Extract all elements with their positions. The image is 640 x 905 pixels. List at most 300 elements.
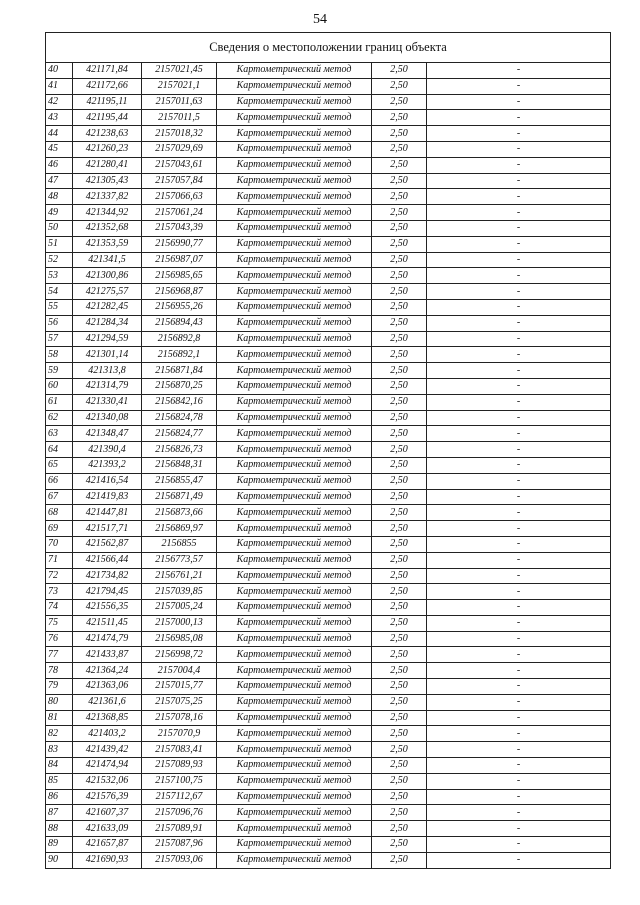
- point-number-cell: 67: [46, 489, 73, 505]
- table-row: [46, 331, 611, 347]
- note-cell: -: [427, 615, 611, 631]
- y-coordinate-cell: 2156871,84: [142, 363, 217, 379]
- point-number-cell: 53: [46, 268, 73, 284]
- x-coordinate-cell: 421474,79: [73, 631, 142, 647]
- accuracy-cell: 2,50: [372, 189, 427, 205]
- point-number-cell: 65: [46, 457, 73, 473]
- note-cell: -: [427, 505, 611, 521]
- table-row: [46, 426, 611, 442]
- note-cell: -: [427, 805, 611, 821]
- accuracy-cell: 2,50: [372, 157, 427, 173]
- point-number-cell: 85: [46, 773, 73, 789]
- y-coordinate-cell: 2157100,75: [142, 773, 217, 789]
- note-cell: -: [427, 852, 611, 868]
- point-number-cell: 62: [46, 410, 73, 426]
- table-row: [46, 110, 611, 126]
- point-number-cell: 70: [46, 536, 73, 552]
- accuracy-cell: 2,50: [372, 726, 427, 742]
- method-cell: Картометрический метод: [217, 299, 372, 315]
- y-coordinate-cell: 2157029,69: [142, 141, 217, 157]
- note-cell: -: [427, 284, 611, 300]
- note-cell: -: [427, 679, 611, 695]
- point-number-cell: 75: [46, 615, 73, 631]
- accuracy-cell: 2,50: [372, 331, 427, 347]
- method-cell: Картометрический метод: [217, 363, 372, 379]
- method-cell: Картометрический метод: [217, 710, 372, 726]
- method-cell: Картометрический метод: [217, 694, 372, 710]
- table-row: [46, 94, 611, 110]
- method-cell: Картометрический метод: [217, 378, 372, 394]
- table-row: [46, 363, 611, 379]
- point-number-cell: 84: [46, 758, 73, 774]
- x-coordinate-cell: 421439,42: [73, 742, 142, 758]
- accuracy-cell: 2,50: [372, 268, 427, 284]
- x-coordinate-cell: 421172,66: [73, 78, 142, 94]
- note-cell: -: [427, 378, 611, 394]
- accuracy-cell: 2,50: [372, 94, 427, 110]
- method-cell: Картометрический метод: [217, 268, 372, 284]
- accuracy-cell: 2,50: [372, 63, 427, 79]
- y-coordinate-cell: 2157078,16: [142, 710, 217, 726]
- table-row: [46, 521, 611, 537]
- table-row: [46, 252, 611, 268]
- note-cell: -: [427, 157, 611, 173]
- accuracy-cell: 2,50: [372, 126, 427, 142]
- method-cell: Картометрический метод: [217, 837, 372, 853]
- point-number-cell: 73: [46, 584, 73, 600]
- note-cell: -: [427, 426, 611, 442]
- x-coordinate-cell: 421556,35: [73, 600, 142, 616]
- method-cell: Картометрический метод: [217, 78, 372, 94]
- x-coordinate-cell: 421361,6: [73, 694, 142, 710]
- point-number-cell: 90: [46, 852, 73, 868]
- x-coordinate-cell: 421282,45: [73, 299, 142, 315]
- table-row: [46, 647, 611, 663]
- table-row: [46, 126, 611, 142]
- point-number-cell: 54: [46, 284, 73, 300]
- y-coordinate-cell: 2156869,97: [142, 521, 217, 537]
- y-coordinate-cell: 2156985,65: [142, 268, 217, 284]
- accuracy-cell: 2,50: [372, 205, 427, 221]
- table-row: [46, 473, 611, 489]
- y-coordinate-cell: 2157000,13: [142, 615, 217, 631]
- y-coordinate-cell: 2157075,25: [142, 694, 217, 710]
- note-cell: -: [427, 141, 611, 157]
- y-coordinate-cell: 2157087,96: [142, 837, 217, 853]
- table-row: [46, 268, 611, 284]
- accuracy-cell: 2,50: [372, 78, 427, 94]
- accuracy-cell: 2,50: [372, 694, 427, 710]
- method-cell: Картометрический метод: [217, 552, 372, 568]
- accuracy-cell: 2,50: [372, 663, 427, 679]
- y-coordinate-cell: 2157043,61: [142, 157, 217, 173]
- x-coordinate-cell: 421607,37: [73, 805, 142, 821]
- accuracy-cell: 2,50: [372, 426, 427, 442]
- point-number-cell: 88: [46, 821, 73, 837]
- method-cell: Картометрический метод: [217, 789, 372, 805]
- y-coordinate-cell: 2157021,45: [142, 63, 217, 79]
- x-coordinate-cell: 421734,82: [73, 568, 142, 584]
- accuracy-cell: 2,50: [372, 837, 427, 853]
- table-row: [46, 552, 611, 568]
- table-row: [46, 837, 611, 853]
- point-number-cell: 76: [46, 631, 73, 647]
- method-cell: Картометрический метод: [217, 505, 372, 521]
- table-row: [46, 141, 611, 157]
- table-row: [46, 821, 611, 837]
- method-cell: Картометрический метод: [217, 220, 372, 236]
- note-cell: -: [427, 773, 611, 789]
- y-coordinate-cell: 2157004,4: [142, 663, 217, 679]
- point-number-cell: 42: [46, 94, 73, 110]
- x-coordinate-cell: 421368,85: [73, 710, 142, 726]
- point-number-cell: 74: [46, 600, 73, 616]
- table-row: [46, 758, 611, 774]
- y-coordinate-cell: 2156892,1: [142, 347, 217, 363]
- point-number-cell: 77: [46, 647, 73, 663]
- method-cell: Картометрический метод: [217, 410, 372, 426]
- x-coordinate-cell: 421171,84: [73, 63, 142, 79]
- method-cell: Картометрический метод: [217, 426, 372, 442]
- x-coordinate-cell: 421195,44: [73, 110, 142, 126]
- note-cell: -: [427, 726, 611, 742]
- note-cell: -: [427, 758, 611, 774]
- point-number-cell: 40: [46, 63, 73, 79]
- table-row: [46, 173, 611, 189]
- method-cell: Картометрический метод: [217, 126, 372, 142]
- point-number-cell: 44: [46, 126, 73, 142]
- x-coordinate-cell: 421348,47: [73, 426, 142, 442]
- method-cell: Картометрический метод: [217, 758, 372, 774]
- method-cell: Картометрический метод: [217, 568, 372, 584]
- table-row: [46, 78, 611, 94]
- point-number-cell: 69: [46, 521, 73, 537]
- method-cell: Картометрический метод: [217, 852, 372, 868]
- x-coordinate-cell: 421313,8: [73, 363, 142, 379]
- y-coordinate-cell: 2156761,21: [142, 568, 217, 584]
- method-cell: Картометрический метод: [217, 473, 372, 489]
- note-cell: -: [427, 220, 611, 236]
- point-number-cell: 68: [46, 505, 73, 521]
- accuracy-cell: 2,50: [372, 442, 427, 458]
- note-cell: -: [427, 457, 611, 473]
- table-row: [46, 236, 611, 252]
- note-cell: -: [427, 742, 611, 758]
- accuracy-cell: 2,50: [372, 473, 427, 489]
- coordinates-table: [45, 62, 611, 869]
- accuracy-cell: 2,50: [372, 552, 427, 568]
- table-row: [46, 694, 611, 710]
- accuracy-cell: 2,50: [372, 615, 427, 631]
- y-coordinate-cell: 2156824,78: [142, 410, 217, 426]
- table-row: [46, 789, 611, 805]
- method-cell: Картометрический метод: [217, 821, 372, 837]
- table-row: [46, 726, 611, 742]
- table-row: [46, 442, 611, 458]
- point-number-cell: 49: [46, 205, 73, 221]
- y-coordinate-cell: 2157011,63: [142, 94, 217, 110]
- table-row: [46, 805, 611, 821]
- point-number-cell: 50: [46, 220, 73, 236]
- accuracy-cell: 2,50: [372, 600, 427, 616]
- table-row: [46, 63, 611, 79]
- table-row: [46, 663, 611, 679]
- accuracy-cell: 2,50: [372, 236, 427, 252]
- y-coordinate-cell: 2157112,67: [142, 789, 217, 805]
- method-cell: Картометрический метод: [217, 141, 372, 157]
- table-row: [46, 299, 611, 315]
- accuracy-cell: 2,50: [372, 821, 427, 837]
- point-number-cell: 43: [46, 110, 73, 126]
- note-cell: -: [427, 600, 611, 616]
- accuracy-cell: 2,50: [372, 363, 427, 379]
- x-coordinate-cell: 421301,14: [73, 347, 142, 363]
- point-number-cell: 61: [46, 394, 73, 410]
- table-row: [46, 600, 611, 616]
- method-cell: Картометрический метод: [217, 315, 372, 331]
- table-row: [46, 205, 611, 221]
- y-coordinate-cell: 2157015,77: [142, 679, 217, 695]
- table-row: [46, 631, 611, 647]
- x-coordinate-cell: 421364,24: [73, 663, 142, 679]
- accuracy-cell: 2,50: [372, 505, 427, 521]
- y-coordinate-cell: 2156894,43: [142, 315, 217, 331]
- note-cell: -: [427, 631, 611, 647]
- point-number-cell: 51: [46, 236, 73, 252]
- x-coordinate-cell: 421330,41: [73, 394, 142, 410]
- x-coordinate-cell: 421393,2: [73, 457, 142, 473]
- note-cell: -: [427, 78, 611, 94]
- y-coordinate-cell: 2156955,26: [142, 299, 217, 315]
- table-row: [46, 773, 611, 789]
- note-cell: -: [427, 821, 611, 837]
- x-coordinate-cell: 421532,06: [73, 773, 142, 789]
- point-number-cell: 63: [46, 426, 73, 442]
- table-row: [46, 505, 611, 521]
- method-cell: Картометрический метод: [217, 805, 372, 821]
- accuracy-cell: 2,50: [372, 521, 427, 537]
- coordinates-table-body: [46, 63, 611, 869]
- method-cell: Картометрический метод: [217, 205, 372, 221]
- table-row: [46, 157, 611, 173]
- point-number-cell: 64: [46, 442, 73, 458]
- point-number-cell: 57: [46, 331, 73, 347]
- x-coordinate-cell: 421416,54: [73, 473, 142, 489]
- point-number-cell: 48: [46, 189, 73, 205]
- accuracy-cell: 2,50: [372, 805, 427, 821]
- x-coordinate-cell: 421419,83: [73, 489, 142, 505]
- method-cell: Картометрический метод: [217, 63, 372, 79]
- accuracy-cell: 2,50: [372, 394, 427, 410]
- point-number-cell: 46: [46, 157, 73, 173]
- point-number-cell: 55: [46, 299, 73, 315]
- point-number-cell: 60: [46, 378, 73, 394]
- note-cell: -: [427, 410, 611, 426]
- point-number-cell: 72: [46, 568, 73, 584]
- note-cell: -: [427, 489, 611, 505]
- x-coordinate-cell: 421340,08: [73, 410, 142, 426]
- method-cell: Картометрический метод: [217, 331, 372, 347]
- method-cell: Картометрический метод: [217, 521, 372, 537]
- x-coordinate-cell: 421517,71: [73, 521, 142, 537]
- y-coordinate-cell: 2156987,07: [142, 252, 217, 268]
- x-coordinate-cell: 421390,4: [73, 442, 142, 458]
- table-row: [46, 284, 611, 300]
- y-coordinate-cell: 2157083,41: [142, 742, 217, 758]
- accuracy-cell: 2,50: [372, 220, 427, 236]
- x-coordinate-cell: 421352,68: [73, 220, 142, 236]
- y-coordinate-cell: 2157011,5: [142, 110, 217, 126]
- x-coordinate-cell: 421305,43: [73, 173, 142, 189]
- accuracy-cell: 2,50: [372, 457, 427, 473]
- note-cell: -: [427, 442, 611, 458]
- table-row: [46, 852, 611, 868]
- note-cell: -: [427, 837, 611, 853]
- method-cell: Картометрический метод: [217, 394, 372, 410]
- table-row: [46, 394, 611, 410]
- method-cell: Картометрический метод: [217, 157, 372, 173]
- note-cell: -: [427, 552, 611, 568]
- accuracy-cell: 2,50: [372, 284, 427, 300]
- point-number-cell: 83: [46, 742, 73, 758]
- method-cell: Картометрический метод: [217, 347, 372, 363]
- x-coordinate-cell: 421562,87: [73, 536, 142, 552]
- point-number-cell: 82: [46, 726, 73, 742]
- y-coordinate-cell: 2156892,8: [142, 331, 217, 347]
- x-coordinate-cell: 421511,45: [73, 615, 142, 631]
- accuracy-cell: 2,50: [372, 110, 427, 126]
- accuracy-cell: 2,50: [372, 315, 427, 331]
- method-cell: Картометрический метод: [217, 726, 372, 742]
- point-number-cell: 58: [46, 347, 73, 363]
- method-cell: Картометрический метод: [217, 647, 372, 663]
- note-cell: -: [427, 347, 611, 363]
- y-coordinate-cell: 2156968,87: [142, 284, 217, 300]
- point-number-cell: 52: [46, 252, 73, 268]
- method-cell: Картометрический метод: [217, 679, 372, 695]
- table-row: [46, 189, 611, 205]
- x-coordinate-cell: 421294,59: [73, 331, 142, 347]
- table-row: [46, 347, 611, 363]
- accuracy-cell: 2,50: [372, 141, 427, 157]
- x-coordinate-cell: 421260,23: [73, 141, 142, 157]
- point-number-cell: 86: [46, 789, 73, 805]
- accuracy-cell: 2,50: [372, 252, 427, 268]
- x-coordinate-cell: 421280,41: [73, 157, 142, 173]
- note-cell: -: [427, 789, 611, 805]
- method-cell: Картометрический метод: [217, 773, 372, 789]
- x-coordinate-cell: 421284,34: [73, 315, 142, 331]
- note-cell: -: [427, 568, 611, 584]
- note-cell: -: [427, 521, 611, 537]
- note-cell: -: [427, 252, 611, 268]
- method-cell: Картометрический метод: [217, 236, 372, 252]
- note-cell: -: [427, 126, 611, 142]
- note-cell: -: [427, 394, 611, 410]
- y-coordinate-cell: 2156985,08: [142, 631, 217, 647]
- point-number-cell: 71: [46, 552, 73, 568]
- method-cell: Картометрический метод: [217, 110, 372, 126]
- x-coordinate-cell: 421474,94: [73, 758, 142, 774]
- y-coordinate-cell: 2157089,91: [142, 821, 217, 837]
- method-cell: Картометрический метод: [217, 94, 372, 110]
- note-cell: -: [427, 268, 611, 284]
- page-number: 54: [313, 12, 327, 27]
- point-number-cell: 47: [46, 173, 73, 189]
- point-number-cell: 56: [46, 315, 73, 331]
- y-coordinate-cell: 2157061,24: [142, 205, 217, 221]
- x-coordinate-cell: 421337,82: [73, 189, 142, 205]
- table-row: [46, 584, 611, 600]
- y-coordinate-cell: 2156855: [142, 536, 217, 552]
- point-number-cell: 45: [46, 141, 73, 157]
- note-cell: -: [427, 315, 611, 331]
- x-coordinate-cell: 421344,92: [73, 205, 142, 221]
- table-row: [46, 710, 611, 726]
- table-row: [46, 536, 611, 552]
- y-coordinate-cell: 2157089,93: [142, 758, 217, 774]
- note-cell: -: [427, 94, 611, 110]
- note-cell: -: [427, 663, 611, 679]
- table-row: [46, 742, 611, 758]
- method-cell: Картометрический метод: [217, 284, 372, 300]
- note-cell: -: [427, 110, 611, 126]
- x-coordinate-cell: 421403,2: [73, 726, 142, 742]
- x-coordinate-cell: 421657,87: [73, 837, 142, 853]
- y-coordinate-cell: 2157039,85: [142, 584, 217, 600]
- y-coordinate-cell: 2156990,77: [142, 236, 217, 252]
- x-coordinate-cell: 421238,63: [73, 126, 142, 142]
- point-number-cell: 79: [46, 679, 73, 695]
- point-number-cell: 89: [46, 837, 73, 853]
- y-coordinate-cell: 2156773,57: [142, 552, 217, 568]
- x-coordinate-cell: 421363,06: [73, 679, 142, 695]
- accuracy-cell: 2,50: [372, 773, 427, 789]
- accuracy-cell: 2,50: [372, 710, 427, 726]
- accuracy-cell: 2,50: [372, 568, 427, 584]
- x-coordinate-cell: 421576,39: [73, 789, 142, 805]
- accuracy-cell: 2,50: [372, 742, 427, 758]
- method-cell: Картометрический метод: [217, 536, 372, 552]
- y-coordinate-cell: 2156826,73: [142, 442, 217, 458]
- accuracy-cell: 2,50: [372, 347, 427, 363]
- note-cell: -: [427, 173, 611, 189]
- y-coordinate-cell: 2157057,84: [142, 173, 217, 189]
- y-coordinate-cell: 2156871,49: [142, 489, 217, 505]
- y-coordinate-cell: 2157066,63: [142, 189, 217, 205]
- method-cell: Картометрический метод: [217, 584, 372, 600]
- y-coordinate-cell: 2157096,76: [142, 805, 217, 821]
- accuracy-cell: 2,50: [372, 489, 427, 505]
- table-row: [46, 457, 611, 473]
- table-row: [46, 615, 611, 631]
- y-coordinate-cell: 2157043,39: [142, 220, 217, 236]
- point-number-cell: 78: [46, 663, 73, 679]
- accuracy-cell: 2,50: [372, 631, 427, 647]
- method-cell: Картометрический метод: [217, 631, 372, 647]
- y-coordinate-cell: 2157021,1: [142, 78, 217, 94]
- table-row: [46, 568, 611, 584]
- point-number-cell: 41: [46, 78, 73, 94]
- y-coordinate-cell: 2156848,31: [142, 457, 217, 473]
- note-cell: -: [427, 536, 611, 552]
- method-cell: Картометрический метод: [217, 442, 372, 458]
- table-row: [46, 220, 611, 236]
- point-number-cell: 81: [46, 710, 73, 726]
- accuracy-cell: 2,50: [372, 852, 427, 868]
- accuracy-cell: 2,50: [372, 299, 427, 315]
- table-row: [46, 378, 611, 394]
